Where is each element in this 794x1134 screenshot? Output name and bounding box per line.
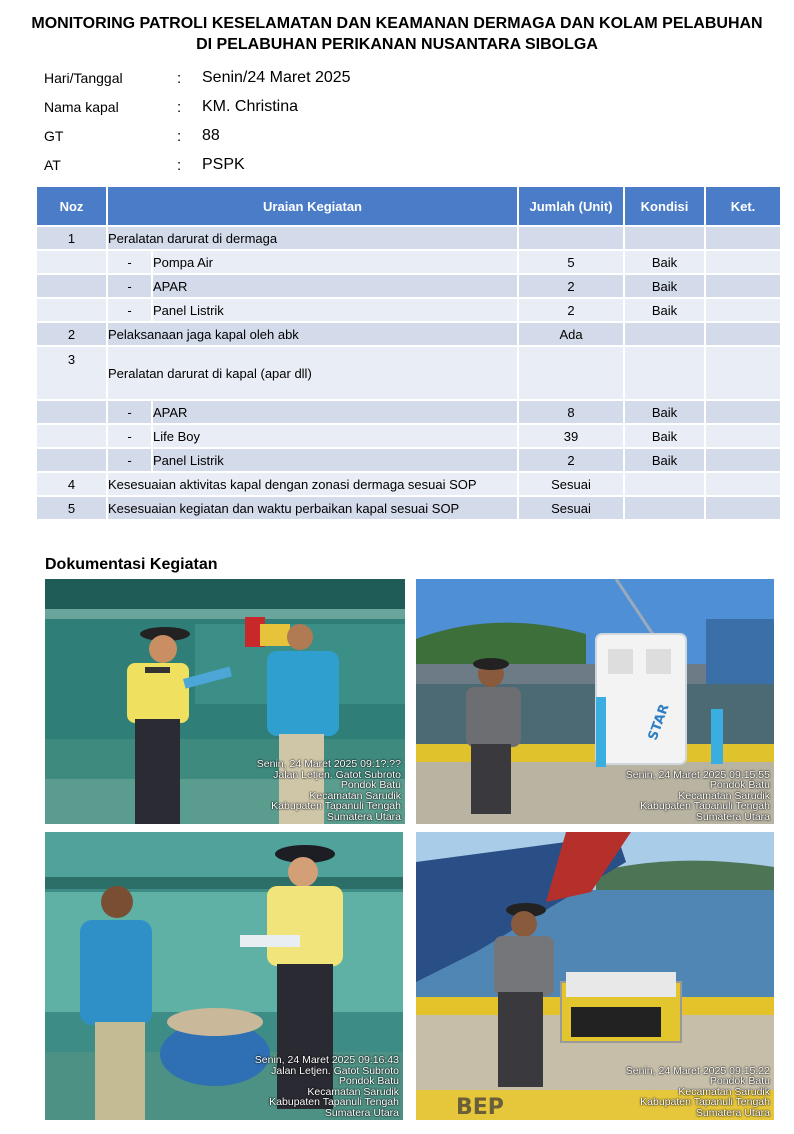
cell-kondisi [624, 346, 705, 400]
cell-no: 4 [36, 472, 107, 496]
cell-no [36, 274, 107, 298]
cell-no [36, 298, 107, 322]
info-row-at [44, 153, 245, 177]
cell-jumlah: 5 [518, 250, 624, 274]
table-row [36, 346, 781, 400]
cell-item: Pompa Air [152, 250, 518, 274]
title-line-1: MONITORING PATROLI KESELAMATAN DAN KEAMANAN DERMAGA DAN KOLAM PELABUHAN [31, 15, 763, 32]
info-row-gt [44, 124, 220, 148]
info-row-date [44, 66, 351, 90]
cell-item: Pelaksanaan jaga kapal oleh abk [107, 322, 518, 346]
cell-dash: - [107, 400, 152, 424]
station-sign-text: STAR [645, 702, 673, 743]
cell-item: APAR [152, 400, 518, 424]
cell-item: Peralatan darurat di kapal (apar dll) [107, 346, 518, 400]
cell-ket [705, 250, 781, 274]
info-row-ship-name [44, 95, 298, 119]
table-row [36, 298, 781, 322]
cell-dash: - [107, 448, 152, 472]
cell-jumlah [518, 346, 624, 400]
cell-no [36, 424, 107, 448]
cell-dash: - [107, 250, 152, 274]
info-colon: : [177, 156, 182, 174]
cell-jumlah: 8 [518, 400, 624, 424]
cell-ket [705, 400, 781, 424]
info-colon: : [177, 98, 182, 116]
cell-ket [705, 496, 781, 520]
cell-no: 5 [36, 496, 107, 520]
cell-no [36, 448, 107, 472]
cell-jumlah: Sesuai [518, 496, 624, 520]
cell-item: APAR [152, 274, 518, 298]
cell-ket [705, 226, 781, 250]
cell-ket [705, 322, 781, 346]
cell-kondisi [624, 322, 705, 346]
info-value: KM. Christina [202, 98, 299, 115]
cell-ket [705, 346, 781, 400]
photo-timestamp: Senin, 24 Maret 2025 09:1?:?? Jalan Letjen. Gatot Subroto Pondok Batu Kecamatan Sarudik Kabupaten Tapanuli Tengah Sumatera Utara [256, 758, 401, 823]
cell-item: Panel Listrik [152, 448, 518, 472]
documentation-photo-2 [416, 579, 774, 824]
table-row [36, 448, 781, 472]
cell-jumlah [518, 226, 624, 250]
documentation-title: Dokumentasi Kegiatan [45, 556, 218, 573]
documentation-photo-3 [45, 832, 403, 1120]
info-label: Hari/Tanggal [44, 70, 123, 86]
cell-jumlah: 39 [518, 424, 624, 448]
table-row [36, 322, 781, 346]
cell-item: Panel Listrik [152, 298, 518, 322]
table-row [36, 472, 781, 496]
table-row [36, 424, 781, 448]
cell-no: 2 [36, 322, 107, 346]
photo-timestamp: Senin, 24 Maret 2025 09:15:55 Pondok Batu Kecamatan Sarudik Kabupaten Tapanuli Tengah Sumatera Utara [625, 768, 770, 823]
cell-jumlah: Ada [518, 322, 624, 346]
cell-ket [705, 298, 781, 322]
table-row [36, 274, 781, 298]
documentation-photo-1 [45, 579, 405, 824]
cell-item: Peralatan darurat di dermaga [107, 226, 518, 250]
cell-no: 1 [36, 226, 107, 250]
title-line-2: DI PELABUHAN PERIKANAN NUSANTARA SIBOLGA [196, 36, 598, 53]
cell-kondisi: Baik [624, 250, 705, 274]
cell-item: Kesesuaian aktivitas kapal dengan zonasi dermaga sesuai SOP [107, 472, 518, 496]
cell-ket [705, 448, 781, 472]
cell-dash: - [107, 298, 152, 322]
cell-no [36, 250, 107, 274]
header-no: Noz [36, 186, 107, 226]
table-row [36, 226, 781, 250]
cell-kondisi [624, 472, 705, 496]
table-row [36, 496, 781, 520]
cell-item: Life Boy [152, 424, 518, 448]
cell-kondisi [624, 226, 705, 250]
info-colon: : [177, 69, 182, 87]
table-header-row [36, 186, 781, 226]
cell-jumlah: 2 [518, 448, 624, 472]
info-label: Nama kapal [44, 99, 119, 115]
cell-kondisi: Baik [624, 274, 705, 298]
info-label: AT [44, 157, 61, 173]
cell-jumlah: 2 [518, 298, 624, 322]
activity-table [35, 185, 782, 521]
cell-kondisi: Baik [624, 298, 705, 322]
cell-ket [705, 274, 781, 298]
cell-jumlah: 2 [518, 274, 624, 298]
document-title [0, 13, 794, 55]
info-value: PSPK [202, 156, 245, 173]
cell-jumlah: Sesuai [518, 472, 624, 496]
cell-ket [705, 472, 781, 496]
cell-item: Kesesuaian kegiatan dan waktu perbaikan kapal sesuai SOP [107, 496, 518, 520]
documentation-photo-4 [416, 832, 774, 1120]
quay-paint-text: BEP [456, 1095, 504, 1120]
cell-no [36, 400, 107, 424]
cell-kondisi [624, 496, 705, 520]
photo-timestamp: Senin, 24 Maret 2025 09:15:22 Pondok Batu Kecamatan Sarudik Kabupaten Tapanuli Tengah Sumatera Utara [625, 1064, 770, 1119]
cell-dash: - [107, 424, 152, 448]
info-label: GT [44, 128, 64, 144]
info-colon: : [177, 127, 182, 145]
cell-kondisi: Baik [624, 400, 705, 424]
cell-no: 3 [36, 346, 107, 400]
info-value: 88 [202, 127, 220, 144]
header-kondisi: Kondisi [624, 186, 705, 226]
table-row [36, 250, 781, 274]
photo-timestamp: Senin, 24 Maret 2025 09:16:43 Jalan Letjen. Gatot Subroto Pondok Batu Kecamatan Sarudik Kabupaten Tapanuli Tengah Sumatera Utara [254, 1054, 399, 1119]
info-value: Senin/24 Maret 2025 [202, 69, 351, 86]
cell-kondisi: Baik [624, 424, 705, 448]
table-row [36, 400, 781, 424]
header-uraian: Uraian Kegiatan [107, 186, 518, 226]
header-ket: Ket. [705, 186, 781, 226]
cell-ket [705, 424, 781, 448]
cell-kondisi: Baik [624, 448, 705, 472]
cell-dash: - [107, 274, 152, 298]
header-jumlah: Jumlah (Unit) [518, 186, 624, 226]
